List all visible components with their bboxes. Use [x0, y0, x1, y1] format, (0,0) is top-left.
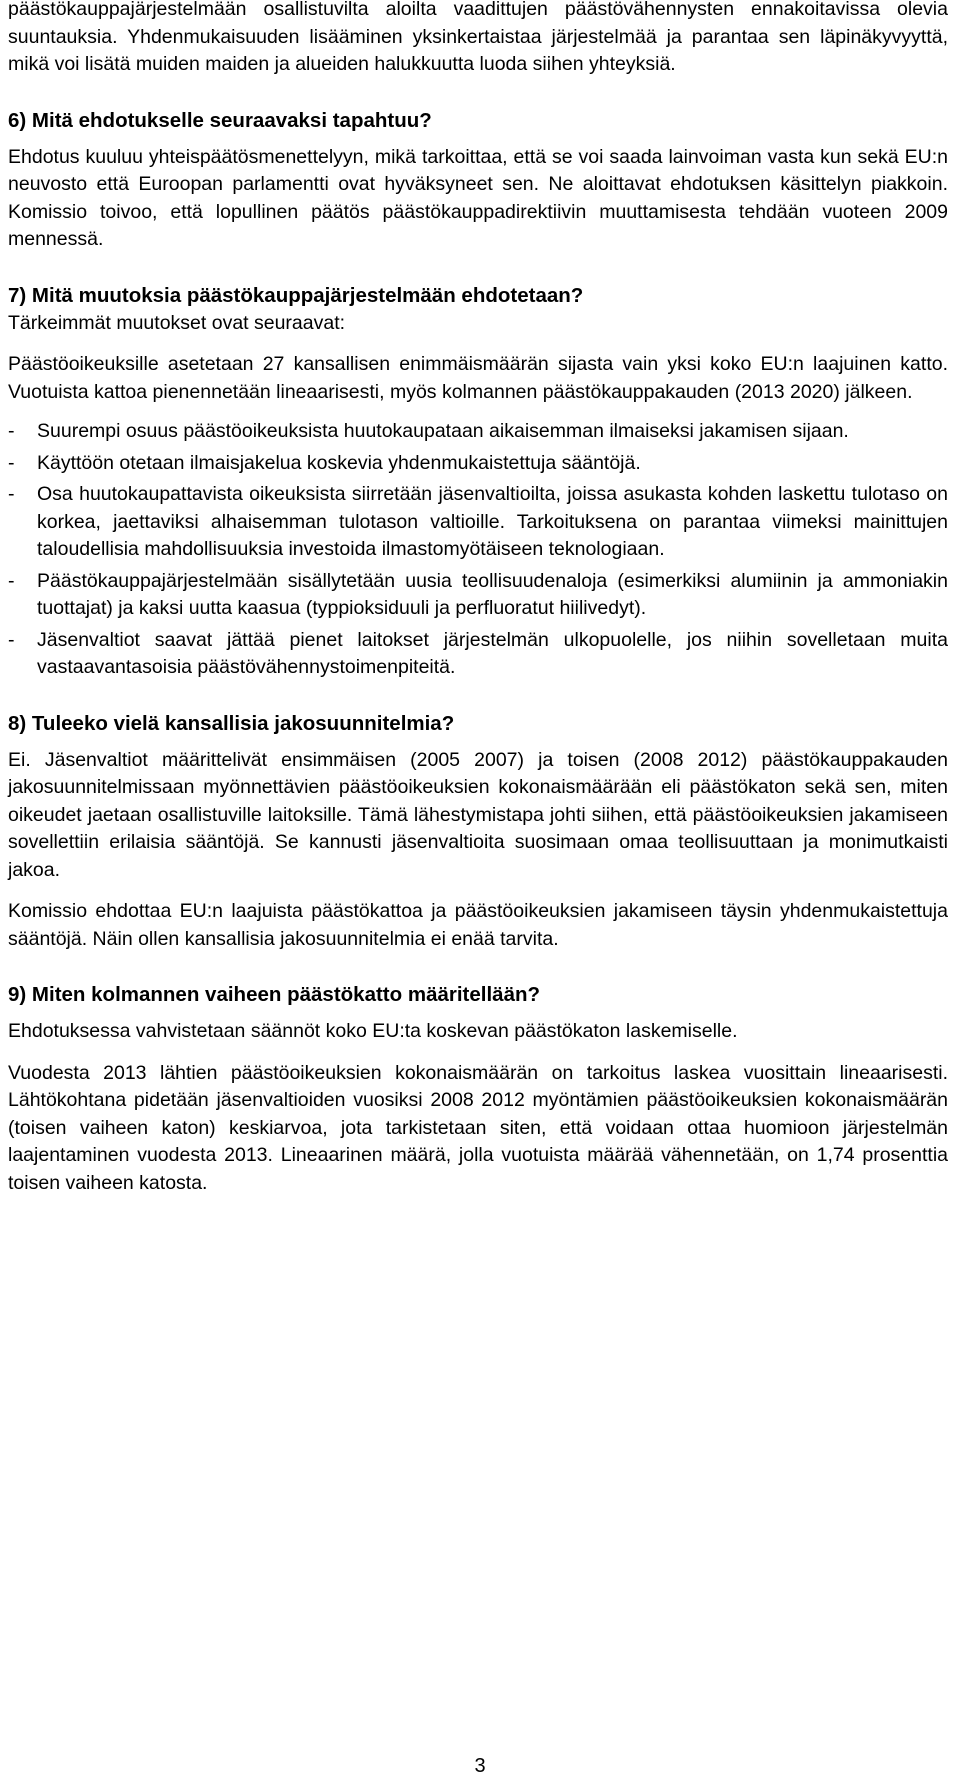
bullet-text: Suurempi osuus päästöoikeuksista huutokaupataan aikaisemman ilmaiseksi jakamisen sijaan.	[37, 420, 849, 442]
bullet-item	[8, 627, 948, 682]
bullet-dash: -	[8, 451, 15, 474]
bullet-text: Käyttöön otetaan ilmaisjakelua koskevia yhdenmukaistettuja sääntöjä.	[37, 451, 641, 474]
bullet-dash: -	[8, 420, 15, 442]
section-6-paragraph: Ehdotus kuuluu yhteispäätösmenettelyyn, mikä tarkoittaa, että se voi saada lainvoiman vasta kun sekä EU:n neuvosto että Euroopan parlamentti ovat hyväksyneet sen. Ne aloittavat ehdotuksen käsittelyn piakkoin. Komissio toivoo, että lopullinen päätös päästökauppadirektiivin muuttamisesta tehdään vuoteen 2009 mennessä.	[8, 145, 948, 250]
section-8-heading: 8) Tuleeko vielä kansallisia jakosuunnitelmia?	[8, 711, 455, 735]
bullet-dash: -	[8, 569, 15, 592]
section-7-bullet-list	[8, 418, 948, 682]
bullet-text: Osa huutokaupattavista oikeuksista siirretään jäsenvaltioilta, joissa asukasta kohden laskettu tulotaso on korkea, jaettaviksi alhaisemman tulotason valtioille. Tarkoituksena on parantaa viimeksi mainittujen taloudellisia mahdollisuuksia investoida ilmastomyötäiseen teknologiaan.	[37, 483, 948, 560]
section-6-heading: 6) Mitä ehdotukselle seuraavaksi tapahtuu?	[8, 108, 432, 132]
section-7-intro: Tärkeimmät muutokset ovat seuraavat:	[8, 311, 346, 334]
document-page	[8, 0, 948, 1197]
bullet-dash: -	[8, 483, 15, 505]
section-8-paragraph-2: Komissio ehdottaa EU:n laajuista päästökattoa ja päästöoikeuksien jakamiseen täysin yhdenmukaistettuja sääntöjä. Näin ollen kansallisia jakosuunnitelmia ei enää tarvita.	[8, 900, 948, 950]
section-9-paragraph-2: Vuodesta 2013 lähtien päästöoikeuksien kokonaismäärän on tarkoitus laskea vuosittain lineaarisesti. Lähtökohtana pidetään jäsenvaltioiden vuosiksi 2008 2012 myöntämien päästöoikeuksien kokonaismäärän (toisen vaiheen katon) keskiarvoa, jota tarkistetaan siten, että voidaan ottaa huomioon järjestelmän laajentaminen vuodesta 2013. Lineaarinen määrä, jolla vuotuista määrää vähennetään, on 1,74 prosenttia toisen vaiheen katosta.	[8, 1061, 948, 1194]
bullet-item	[8, 481, 948, 564]
page-number: 3	[474, 1755, 486, 1777]
section-8-paragraph-1: Ei. Jäsenvaltiot määrittelivät ensimmäisen (2005 2007) ja toisen (2008 2012) päästökauppakauden jakosuunnitelmissaan myönnettävien päästöoikeuksien kokonaismäärään eli päästökaton sekä sen, miten oikeudet jaetaan osallistuville laitoksille. Tämä lähestymistapa johti siihen, että päästöoikeuksien jakamiseen sovellettiin erilaisia sääntöjä. Se kannusti jäsenvaltioita suosimaan omaa teollisuuttaan ja monimutkaisti jakoa.	[8, 748, 948, 881]
section-7-paragraph: Päästöoikeuksille asetetaan 27 kansallisen enimmäismäärän sijasta vain yksi koko EU:n laajuinen katto. Vuotuista kattoa pienennetään lineaarisesti, myös kolmannen päästökauppakauden (2013 2020) jälkeen.	[8, 353, 948, 403]
bullet-item	[8, 418, 948, 446]
bullet-text: Jäsenvaltiot saavat jättää pienet laitokset järjestelmän ulkopuolelle, jos niihin sovelletaan muita vastaavantasoisia päästövähennystoimenpiteitä.	[37, 628, 948, 678]
section-7-heading: 7) Mitä muutoksia päästökauppajärjestelmään ehdotetaan?	[8, 283, 584, 307]
intro-paragraph: päästökauppajärjestelmään osallistuvilta aloilta vaadittujen päästövähennysten ennakoitavissa olevia suuntauksia. Yhdenmukaisuuden lisääminen yksinkertaistaa järjestelmää ja parantaa sen läpinäkyvyyttä, mikä voi lisätä muiden maiden ja alueiden halukkuutta luoda siihen yhteyksiä.	[8, 0, 948, 75]
bullet-dash: -	[8, 628, 15, 651]
bullet-item	[8, 450, 948, 478]
section-9-heading: 9) Miten kolmannen vaiheen päästökatto määritellään?	[8, 983, 541, 1006]
bullet-item	[8, 568, 948, 623]
section-9-paragraph-1: Ehdotuksessa vahvistetaan säännöt koko EU:ta koskevan päästökaton laskemiselle.	[8, 1020, 738, 1042]
bullet-text: Päästökauppajärjestelmään sisällytetään uusia teollisuudenaloja (esimerkiksi alumiinin ja ammoniakin tuottajat) ja kaksi uutta kaasua (typpioksiduuli ja perfluoratut hiilivedyt).	[37, 569, 948, 619]
